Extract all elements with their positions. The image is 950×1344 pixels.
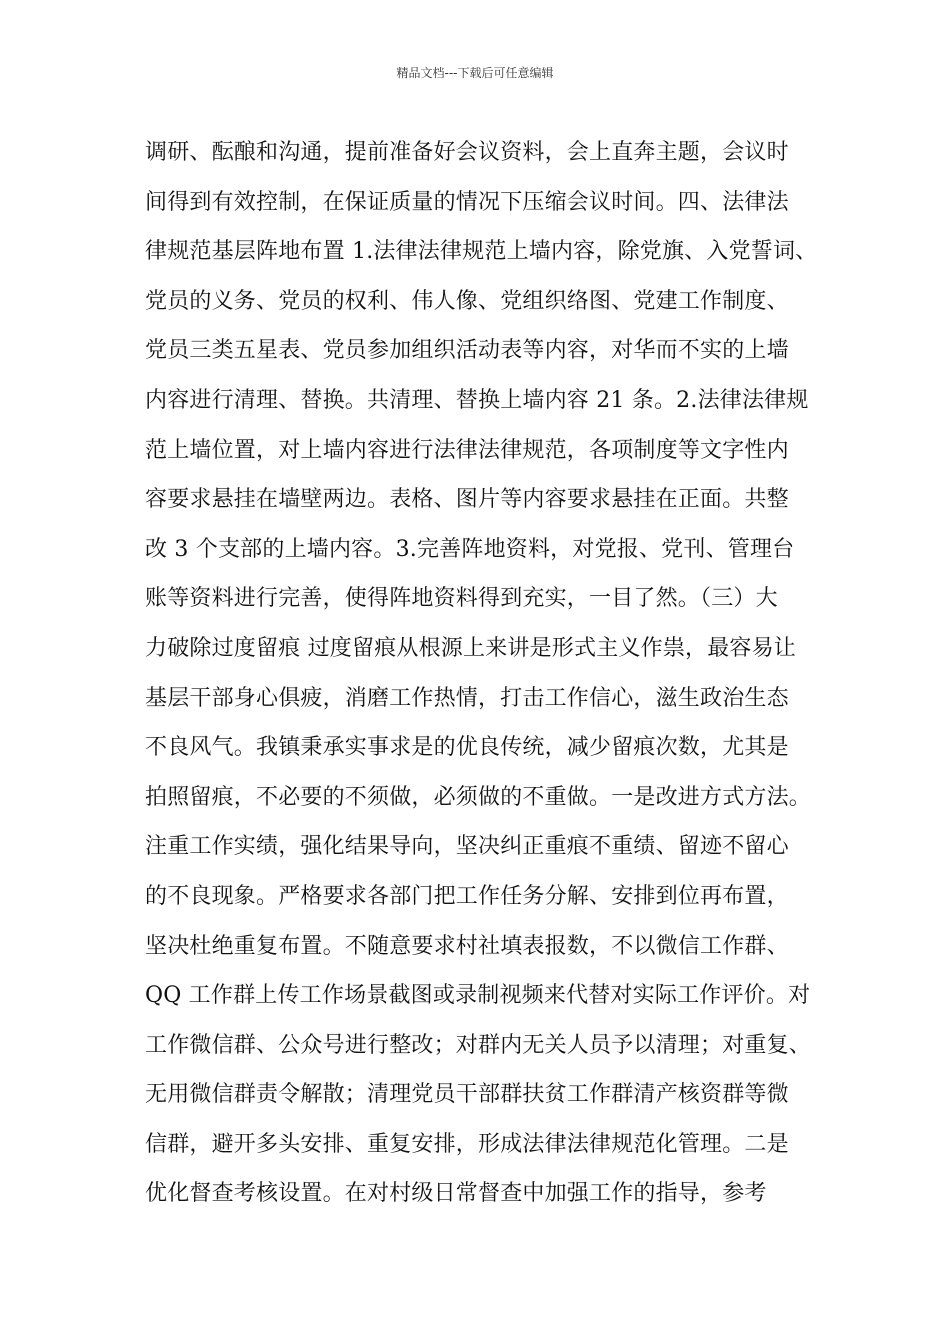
body-line: 力破除过度留痕 过度留痕从根源上来讲是形式主义作祟，最容易让 bbox=[145, 635, 796, 661]
body-line: 间得到有效控制，在保证质量的情况下压缩会议时间。四、法律法 bbox=[145, 189, 789, 215]
body-line: 拍照留痕，不必要的不须做，必须做的不重做。一是改进方式方法。 bbox=[145, 784, 812, 810]
body-line: 工作微信群、公众号进行整改；对群内无关人员予以清理；对重复、 bbox=[145, 1032, 812, 1058]
body-line: 改 3 个支部的上墙内容。3.完善阵地资料，对党报、党刊、管理台 bbox=[145, 536, 795, 562]
body-line: 优化督查考核设置。在对村级日常督查中加强工作的指导，参考 bbox=[145, 1181, 767, 1207]
body-line: 不良风气。我镇秉承实事求是的优良传统，减少留痕次数，尤其是 bbox=[145, 735, 789, 761]
body-line: 调研、酝酿和沟通，提前准备好会议资料，会上直奔主题，会议时 bbox=[145, 140, 789, 165]
body-line: 的不良现象。严格要求各部门把工作任务分解、安排到位再布置， bbox=[145, 883, 789, 909]
body-line: 坚决杜绝重复布置。不随意要求村社填表报数，不以微信工作群、 bbox=[145, 933, 789, 959]
body-line: 信群，避开多头安排、重复安排，形成法律法律规范化管理。二是 bbox=[145, 1131, 789, 1157]
page-header: 精品文档---下载后可任意编辑 bbox=[396, 66, 554, 80]
body-line: 范上墙位置，对上墙内容进行法律法律规范，各项制度等文字性内 bbox=[145, 437, 789, 463]
body-line: 律规范基层阵地布置 1.法律法律规范上墙内容，除党旗、入党誓词、 bbox=[145, 239, 818, 265]
document-body bbox=[145, 128, 845, 1219]
body-line: 注重工作实绩，强化结果导向，坚决纠正重痕不重绩、留迹不留心 bbox=[145, 834, 789, 860]
body-line: QQ 工作群上传工作场景截图或录制视频来代替对实际工作评价。对 bbox=[145, 983, 811, 1009]
body-line: 党员三类五星表、党员参加组织活动表等内容，对华而不实的上墙 bbox=[145, 338, 789, 364]
body-line: 账等资料进行完善，使得阵地资料得到充实，一目了然。（三）大 bbox=[145, 586, 778, 612]
body-line: 党员的义务、党员的权利、伟人像、党组织络图、党建工作制度、 bbox=[145, 288, 789, 314]
body-line: 无用微信群责令解散；清理党员干部群扶贫工作群清产核资群等微 bbox=[145, 1082, 789, 1108]
body-line: 容要求悬挂在墙壁两边。表格、图片等内容要求悬挂在正面。共整 bbox=[145, 487, 789, 513]
body-line: 基层干部身心俱疲，消磨工作热情，打击工作信心，滋生政治生态 bbox=[145, 685, 789, 711]
body-line: 内容进行清理、替换。共清理、替换上墙内容 21 条。2.法律法律规 bbox=[145, 387, 809, 413]
